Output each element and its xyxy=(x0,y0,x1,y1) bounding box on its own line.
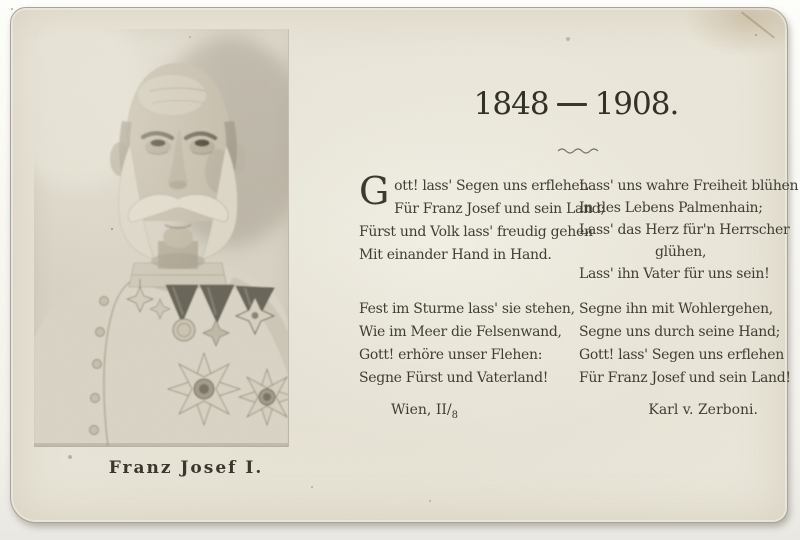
poem-line: glühen, xyxy=(655,244,707,260)
poem-stanza-right-1 xyxy=(579,175,799,285)
poem-line: Lass' das Herz für'n Herrscher xyxy=(579,222,790,238)
corner-crease xyxy=(741,11,775,38)
title-year-start: 1848 xyxy=(473,86,549,122)
poem-line: Lass' ihn Vater für uns sein! xyxy=(579,266,770,282)
poem-line: Gott! lass' Segen uns erflehen xyxy=(579,347,784,363)
portrait-photo xyxy=(34,29,289,447)
poem-line: Lass' uns wahre Freiheit blühen xyxy=(579,178,799,194)
poem-line: Fürst und Volk lass' freudig gehen xyxy=(359,224,593,240)
squiggle-divider-icon xyxy=(556,146,604,156)
poem-line: Mit einander Hand in Hand. xyxy=(359,247,552,263)
poem-line: Für Franz Josef und sein Land! xyxy=(579,370,791,386)
title-year-end: 1908. xyxy=(594,86,679,122)
poem-line: Gott! lass' Segen uns erflehen xyxy=(359,169,589,213)
title-dash-icon xyxy=(557,103,587,106)
footer-place: Wien, $II/_8$ xyxy=(391,402,458,421)
poem-line: In des Lebens Palmenhain; xyxy=(579,200,763,216)
postcard xyxy=(10,7,799,523)
footer-author: Karl v. Zerboni. xyxy=(648,402,758,418)
anniversary-title xyxy=(451,86,701,122)
poem-line: Segne Fürst und Vaterland! xyxy=(359,370,549,386)
poem-line: Gott! erhöre unser Flehen: xyxy=(359,347,543,363)
dropcap-initial: G xyxy=(359,169,390,213)
portrait-illustration xyxy=(34,29,288,446)
poem-stanza-right-2 xyxy=(579,298,791,390)
portrait-caption: Franz Josef I. xyxy=(108,458,264,478)
poem-stanza-left-2 xyxy=(359,298,573,390)
poem-line: Segne uns durch seine Hand; xyxy=(579,324,781,340)
poem-line: Wie im Meer die Felsenwand, xyxy=(359,324,562,340)
poem-stanza-left-1 xyxy=(359,169,605,267)
footer-place-subscript: 8 xyxy=(451,409,458,421)
poem-line: Fest im Sturme lass' sie stehen, xyxy=(359,301,575,317)
poem-line: Für Franz Josef und sein Land; xyxy=(394,201,605,217)
paper-specks xyxy=(11,8,13,10)
poem-line: Segne ihn mit Wohlergehen, xyxy=(579,301,773,317)
